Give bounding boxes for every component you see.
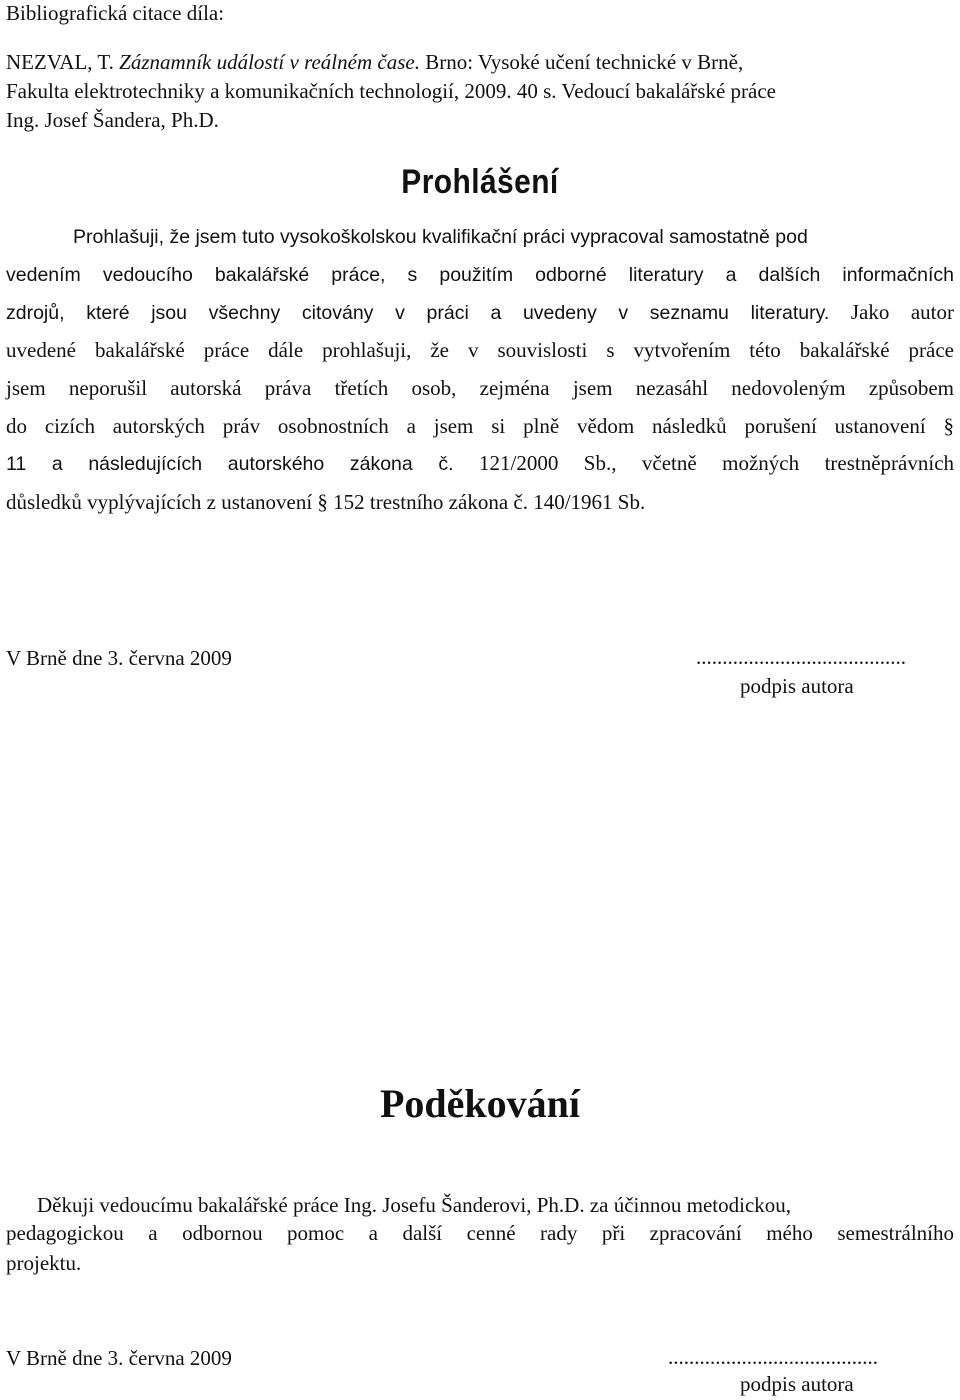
declaration-line-8: důsledků vyplývajících z ustanovení § 152 trestního zákona č. 140/1961 Sb. — [6, 490, 646, 514]
declaration-signature-line: ........................................ — [696, 645, 906, 669]
declaration-place-date: V Brně dne 3. června 2009 — [6, 646, 232, 670]
declaration-line-3-sans: zdrojů, které jsou všechny citovány v práci a uvedeny v seznamu literatury. — [6, 302, 830, 324]
declaration-line-3-tail: Jako autor — [850, 300, 954, 324]
citation-publisher: Brno: Vysoké učení technické v Brně, — [419, 50, 744, 74]
declaration-signature-label: podpis autora — [740, 674, 854, 698]
declaration-line-5: jsem neporušil autorská práva třetích osob, zejména jsem nezasáhl nedovoleným způsobem — [6, 376, 954, 400]
declaration-line-4: uvedené bakalářské práce dále prohlašuji, že v souvislosti s vytvořením této bakalářské práce — [6, 338, 954, 362]
declaration-line-7-sans: 11 a následujících autorského zákona č. — [6, 453, 454, 475]
acknowledgement-signature-line: ........................................ — [668, 1345, 878, 1369]
acknowledgement-place-date: V Brně dne 3. června 2009 — [6, 1346, 232, 1370]
citation-author: NEZVAL, T. — [6, 50, 120, 74]
declaration-line-1: Prohlašuji, že jsem tuto vysokoškolskou kvalifikační práci vypracoval samostatně pod — [73, 226, 808, 248]
acknowledgement-line-3: projektu. — [6, 1251, 82, 1275]
acknowledgement-line-1: Děkuji vedoucímu bakalářské práce Ing. Josefu Šanderovi, Ph.D. za účinnou metodickou, — [37, 1193, 792, 1217]
citation-heading: Bibliografická citace díla: — [6, 1, 225, 25]
declaration-line-7-serif: 121/2000 Sb., včetně možných trestněprávních — [478, 451, 955, 475]
citation-line-2: Fakulta elektrotechniky a komunikačních technologií, 2009. 40 s. Vedoucí bakalářské práce — [6, 79, 776, 103]
citation-line-1 — [6, 49, 743, 76]
acknowledgement-signature-label: podpis autora — [740, 1372, 854, 1396]
declaration-line-7 — [6, 451, 954, 476]
acknowledgement-title: Poděkování — [379, 1081, 581, 1126]
citation-line-3: Ing. Josef Šandera, Ph.D. — [6, 108, 219, 132]
citation-title: Záznamník událostí v reálném čase. — [119, 50, 420, 74]
declaration-line-6: do cizích autorských práv osobnostních a jsem si plně vědom následků porušení ustanovení § — [6, 414, 954, 438]
declaration-line-2: vedením vedoucího bakalářské práce, s použitím odborné literatury a dalších informačních — [6, 264, 954, 286]
acknowledgement-line-2: pedagogickou a odbornou pomoc a další cenné rady při zpracování mého semestrálního — [6, 1221, 954, 1245]
declaration-line-3 — [6, 300, 954, 325]
declaration-title: Prohlášení — [401, 163, 559, 201]
